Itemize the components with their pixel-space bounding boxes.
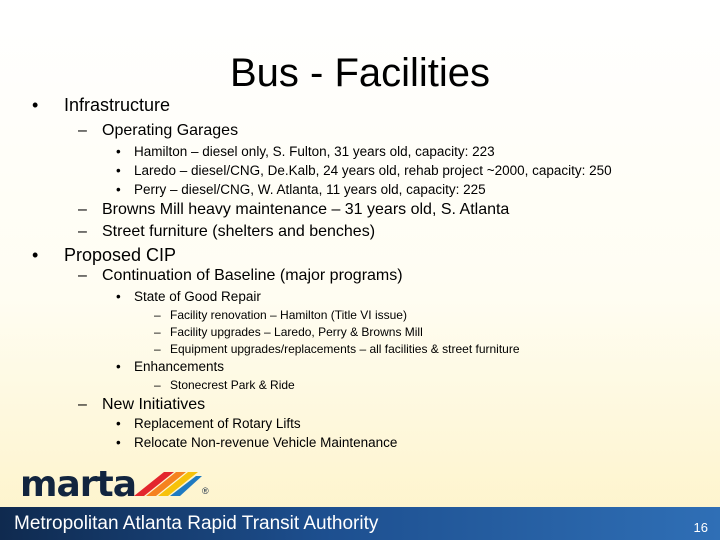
bullet-street-furniture: – Street furniture (shelters and benches) — [78, 223, 376, 240]
bullet-continuation-baseline: – Continuation of Baseline (major programs) — [78, 267, 403, 284]
footer-org-name: Metropolitan Atlanta Rapid Transit Authority — [14, 513, 379, 534]
bullet-state-of-good-repair: • State of Good Repair — [116, 289, 261, 304]
marta-logo — [12, 466, 222, 504]
logo-stripes-icon — [134, 470, 202, 500]
bullet-relocate-maintenance: • Relocate Non-revenue Vehicle Maintenance — [116, 435, 398, 450]
bullet-perry: • Perry – diesel/CNG, W. Atlanta, 11 years old, capacity: 225 — [116, 182, 486, 197]
bullet-browns-mill: – Browns Mill heavy maintenance – 31 years old, S. Atlanta — [78, 201, 510, 218]
footer-bar — [0, 507, 720, 540]
registered-mark: ® — [202, 486, 209, 496]
page-number: 16 — [693, 520, 708, 535]
bullet-stonecrest: – Stonecrest Park & Ride — [154, 378, 295, 392]
bullet-hamilton: • Hamilton – diesel only, S. Fulton, 31 years old, capacity: 223 — [116, 144, 495, 159]
bullet-new-initiatives: – New Initiatives — [78, 396, 206, 413]
logo-wordmark: marta — [20, 464, 137, 505]
bullet-operating-garages: – Operating Garages — [78, 122, 239, 139]
slide-title: Bus - Facilities — [229, 51, 491, 95]
bullet-enhancements: • Enhancements — [116, 359, 225, 374]
bullet-proposed-cip: • Proposed CIP — [32, 245, 177, 265]
bullet-facility-renovation: – Facility renovation – Hamilton (Title VI issue) — [154, 308, 407, 322]
bullet-rotary-lifts: • Replacement of Rotary Lifts — [116, 416, 301, 431]
bullet-laredo: • Laredo – diesel/CNG, De.Kalb, 24 years old, rehab project ~2000, capacity: 250 — [116, 163, 612, 178]
bullet-facility-upgrades: – Facility upgrades – Laredo, Perry & Browns Mill — [154, 325, 423, 339]
bullet-infrastructure: • Infrastructure — [32, 95, 171, 115]
bullet-equipment-upgrades: – Equipment upgrades/replacements – all facilities & street furniture — [154, 342, 520, 356]
